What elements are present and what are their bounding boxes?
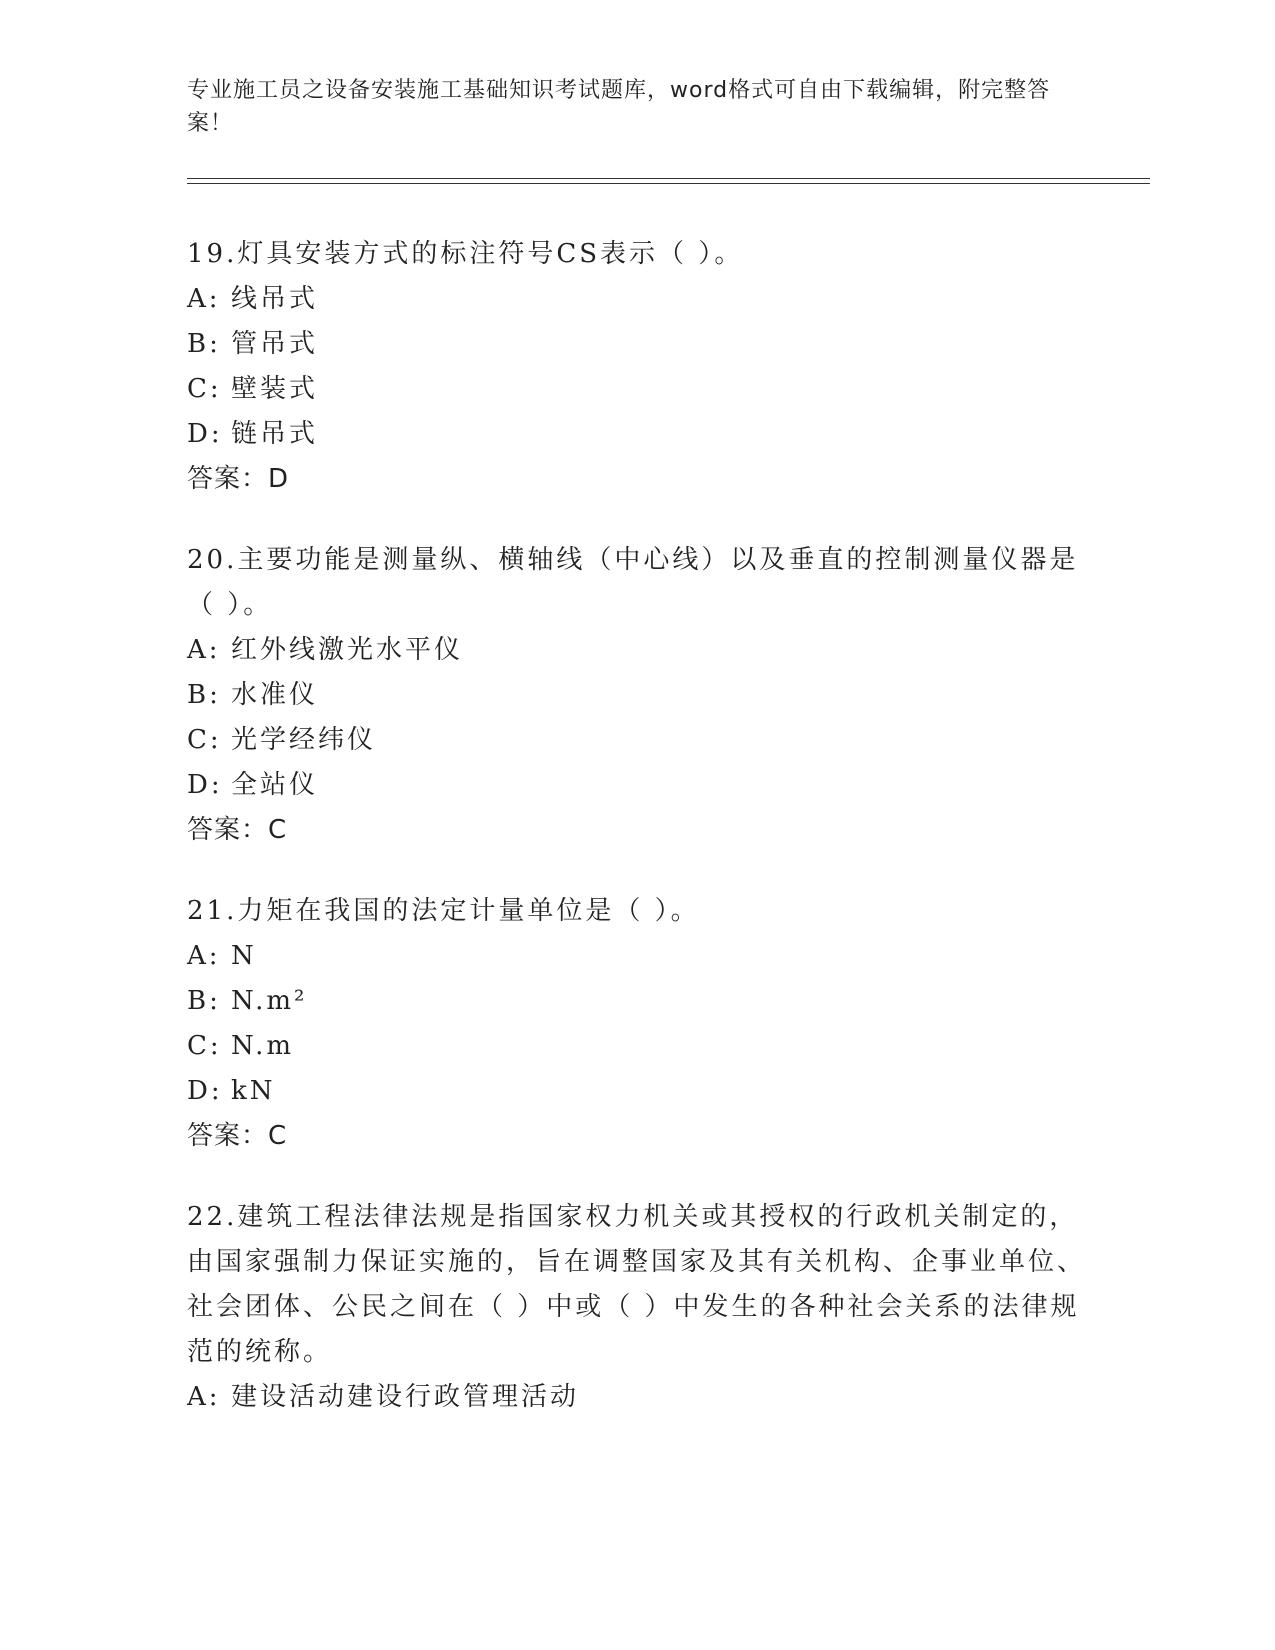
- question-stem: 22.建筑工程法律法规是指国家权力机关或其授权的行政机关制定的，由国家强制力保证实施的，旨在调整国家及其有关机构、企事业单位、社会团体、公民之间在（ ）中或（ ）中发生的各种社会关系的法律规范的统称。: [187, 1202, 1087, 1367]
- option-text: 建设活动建设行政管理活动: [231, 1382, 580, 1412]
- option-text: 线吊式: [231, 284, 319, 314]
- option-a: [187, 934, 1087, 979]
- document-header: 专业施工员之设备安装施工基础知识考试题库，word格式可自由下载编辑，附完整答案！: [187, 78, 1051, 136]
- option-text: N: [231, 941, 257, 971]
- answer: 答案：D: [187, 464, 290, 494]
- header-divider-top: [187, 178, 1150, 179]
- answer: 答案：C: [187, 1121, 288, 1151]
- option-d: [187, 412, 1087, 457]
- option-c: [187, 718, 1087, 763]
- option-key: C:: [187, 374, 222, 404]
- header-divider-bottom: [187, 183, 1150, 184]
- question-stem: 21.力矩在我国的法定计量单位是（ ）。: [187, 896, 700, 926]
- option-key: D:: [187, 770, 223, 800]
- option-c: [187, 1024, 1087, 1069]
- option-text: 红外线激光水平仪: [231, 635, 464, 665]
- option-text: N.m: [231, 1031, 295, 1061]
- question-list: [187, 232, 1087, 1456]
- answer: 答案：C: [187, 815, 288, 845]
- option-b: [187, 979, 1087, 1024]
- option-text: 光学经纬仪: [231, 725, 377, 755]
- question-stem: 19.灯具安装方式的标注符号CS表示（ ）。: [187, 239, 744, 269]
- option-key: A:: [187, 941, 221, 971]
- option-key: C:: [187, 725, 222, 755]
- option-key: B:: [187, 680, 221, 710]
- question-stem: 20.主要功能是测量纵、横轴线（中心线）以及垂直的控制测量仪器是（ ）。: [187, 545, 1079, 620]
- option-key: D:: [187, 1076, 223, 1106]
- option-text: 链吊式: [231, 419, 319, 449]
- option-text: 全站仪: [231, 770, 319, 800]
- question-19: [187, 232, 1087, 502]
- option-key: A:: [187, 284, 221, 314]
- option-text: 壁装式: [231, 374, 319, 404]
- option-text: 水准仪: [231, 680, 319, 710]
- option-text: kN: [231, 1076, 276, 1106]
- option-b: [187, 673, 1087, 718]
- option-key: A:: [187, 635, 221, 665]
- option-d: [187, 763, 1087, 808]
- option-key: C:: [187, 1031, 222, 1061]
- option-key: B:: [187, 329, 221, 359]
- option-a: [187, 1375, 1087, 1420]
- option-text: 管吊式: [231, 329, 319, 359]
- question-21: [187, 889, 1087, 1159]
- option-c: [187, 367, 1087, 412]
- option-a: [187, 628, 1087, 673]
- option-b: [187, 322, 1087, 367]
- option-d: [187, 1069, 1087, 1114]
- option-key: B:: [187, 986, 221, 1016]
- option-text: N.m²: [231, 986, 308, 1016]
- question-22: [187, 1195, 1087, 1420]
- option-key: A:: [187, 1382, 221, 1412]
- question-20: [187, 538, 1087, 853]
- option-key: D:: [187, 419, 223, 449]
- option-a: [187, 277, 1087, 322]
